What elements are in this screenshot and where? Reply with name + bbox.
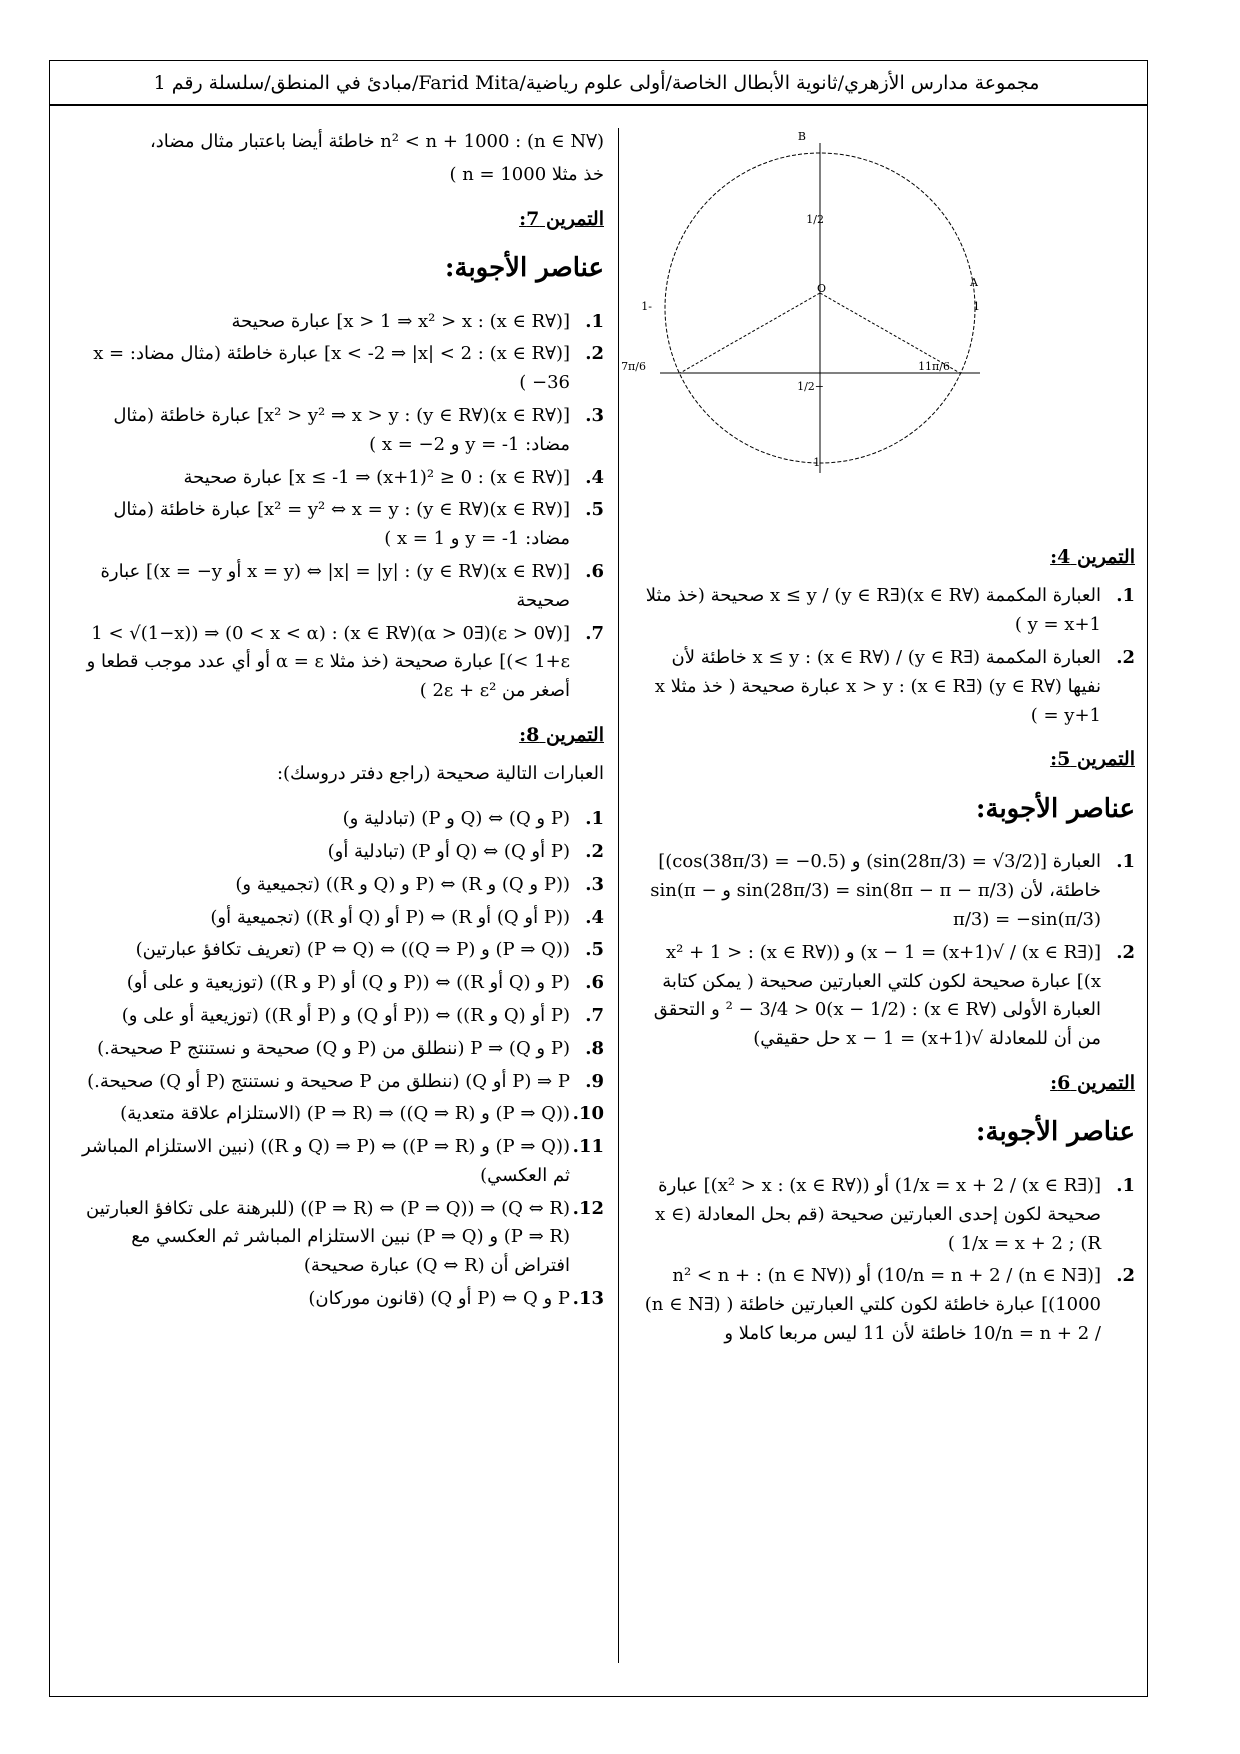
ex7-item-text: [(∀x ∈ R)(∀y ∈ R) : x² = y² ⇔ x = y] عبارة خاطئة (مثال مضاد: y = -1 و x = 1 ) <box>113 499 570 550</box>
ex8-item-text: P ⇒ (P أو Q) (ننطلق من P صحيحة و نستنتج (P أو Q) صحيحة.) <box>87 1070 570 1092</box>
ex7-item-num: 6. <box>585 560 604 582</box>
ex8-item <box>78 1133 604 1191</box>
ex8-item-num: 10. <box>572 1103 604 1125</box>
ex4-item-text: العبارة المكممة (∃y ∈ R) / (∀x ∈ R) : x ≤ y خاطئة لأن نفيها (∀y ∈ R) (∃x ∈ R) : x > y عبارة صحيحة ( خذ مثلا x = y+1 ) <box>654 646 1101 726</box>
intro-line: خذ مثلا n = 1000 ) <box>449 163 604 185</box>
ex8-item-text: ((P ⇒ Q) و (Q ⇒ P)) ⇔ (P ⇔ Q) (تعريف تكافؤ عبارتين) <box>135 939 570 961</box>
ex6-item-text: [(∃n ∈ N) / 10/n = n + 2) أو ((∀n ∈ N) : n² < n + 1000)] عبارة خاطئة لكون كلتي العبارتين خاطئة ( (∃n ∈ N) / 10/n = n + 2 خاطئة لأن 11 ليس مربعا كاملا و <box>644 1265 1101 1344</box>
ex8-item <box>78 1285 604 1314</box>
ex8-item <box>78 969 604 998</box>
ex7-item <box>78 402 604 460</box>
ex7-item <box>78 558 604 616</box>
ex8-item-text: (P و (Q أو R)) ⇔ ((P و Q) أو (P و R)) (توزيعية و على أو) <box>126 972 570 994</box>
label-angle-left: 7π/6 <box>621 360 646 373</box>
ex6-item-num: 1. <box>1116 1174 1135 1196</box>
ex8-item <box>78 1002 604 1031</box>
ex4-item-text: العبارة المكممة (∀x ∈ R)(∃y ∈ R) / x ≤ y صحيحة (خذ مثلا y = x+1 ) <box>645 585 1101 636</box>
trig-circle-figure <box>621 128 1060 528</box>
ex8-item-num: 5. <box>585 939 604 961</box>
ex8-item-num: 3. <box>585 873 604 895</box>
label-half-top: 1/2 <box>806 213 824 226</box>
ex7-title: التمرين 7: <box>519 207 604 230</box>
ex7-item <box>78 620 604 706</box>
ex5-item-text: العبارة [(sin(28π/3) = √3/2) و (cos(38π/3) = −0.5)] خاطئة، لأن sin(28π/3) = sin(8π − π − π/3) و sin(π − π/3) = −sin(π/3) <box>650 851 1101 930</box>
ex7-item-num: 5. <box>585 499 604 521</box>
ex8-item-num: 11. <box>572 1136 604 1158</box>
ex6-answers-title: عناصر الأجوبة: <box>975 1117 1135 1148</box>
left-column <box>78 128 604 1318</box>
page-header: مجموعة مدارس الأزهري/ثانوية الأبطال الخاصة/أولى علوم رياضية/Farid Mita/مبادئ في المنطق/سلسلة رقم 1 <box>153 72 1040 94</box>
ex5-answers-title: عناصر الأجوبة: <box>975 793 1135 824</box>
ex6-item <box>640 1262 1135 1348</box>
ex6-item <box>640 1172 1135 1258</box>
ex8-title: التمرين 8: <box>519 723 604 746</box>
radius-left <box>680 293 820 373</box>
ex6-title: التمرين 6: <box>1050 1071 1135 1094</box>
ex8-item <box>78 936 604 965</box>
ex4-item <box>640 644 1135 730</box>
ex7-item-text: [(∀x ∈ R) : x > 1 ⇒ x² > x] عبارة صحيحة <box>231 310 570 332</box>
ex8-item-num: 2. <box>585 840 604 862</box>
ex8-item-num: 12. <box>572 1197 604 1219</box>
ex8-item-num: 6. <box>585 972 604 994</box>
label-minus1-bottom: -1 <box>813 456 824 469</box>
ex8-item <box>78 1195 604 1281</box>
intro-line: (∀n ∈ N) : n² < n + 1000 خاطئة أيضا باعتبار مثال مضاد، <box>149 131 604 152</box>
ex8-item <box>78 871 604 900</box>
ex7-item-num: 4. <box>585 466 604 488</box>
ex7-item-num: 1. <box>585 310 604 332</box>
ex5-title: التمرين 5: <box>1050 748 1135 771</box>
ex8-item-text: (P و Q) ⇔ (Q و P) (تبادلية و) <box>342 808 570 830</box>
ex8-item-num: 1. <box>585 808 604 830</box>
ex7-item <box>78 496 604 554</box>
ex8-item-text: (P و Q) ⇒ P (ننطلق من (P و Q) صحيحة و نستنتج P صحيحة.) <box>97 1037 570 1059</box>
ex8-item <box>78 904 604 933</box>
ex8-intro: العبارات التالية صحيحة (راجع دفتر دروسك): <box>276 763 604 785</box>
ex8-item-text: (Q ⇔ R) ⇒ ((P ⇒ Q) ⇔ (P ⇒ R)) (للبرهنة على تكافؤ العبارتين (P ⇒ R) و (P ⇒ Q) نبين الاستلزام المباشر ثم العكسي مع افتراض أن (Q ⇔ R) عبارة صحيحة) <box>86 1197 570 1277</box>
ex8-item-num: 8. <box>585 1037 604 1059</box>
ex8-item-num: 4. <box>585 906 604 928</box>
ex5-item-num: 1. <box>1116 851 1135 873</box>
label-one-right: 1 <box>973 300 980 313</box>
ex7-item <box>78 464 604 493</box>
column-divider <box>618 128 619 1663</box>
ex7-item-text: [(∀ε > 0)(∃α > 0)(∀x ∈ R) : (0 < x < α) ⇒ (1 < √(1−x) < 1+ε)] عبارة صحيحة (خذ مثلا α = ε أو أي عدد موجب قطعا و أصغر من 2ε + ε² ) <box>86 622 570 702</box>
label-minus1-left: -1 <box>641 300 652 313</box>
label-a: A <box>970 276 978 289</box>
ex8-item <box>78 1035 604 1064</box>
ex7-item-num: 7. <box>585 622 604 644</box>
ex5-item-num: 2. <box>1116 941 1135 963</box>
ex8-item <box>78 805 604 834</box>
ex8-item <box>78 838 604 867</box>
ex5-item <box>640 939 1135 1054</box>
ex8-item-text: (P أو (Q و R)) ⇔ ((P أو Q) و (P أو R)) (توزيعية أو على و) <box>121 1004 570 1026</box>
label-minus-half: −1/2 <box>797 380 824 393</box>
label-o: O <box>816 282 826 295</box>
ex5-item-text: [(∃x ∈ R) / √(x+1) = x − 1) و ((∀x ∈ R) : x² + 1 > x)] عبارة صحيحة لكون كلتي العبارتين صحيحة ( يمكن كتابة العبارة الأولى (∀x ∈ R) : (x − 1/2)² − 3/4 > 0 و التحقق من أن للمعادلة √(x+1) = x − 1 حل حقيقي) <box>653 941 1101 1050</box>
label-angle-right: 11π/6 <box>918 360 950 373</box>
ex7-item-num: 2. <box>585 343 604 365</box>
ex4-item-num: 2. <box>1116 646 1135 668</box>
ex7-item-text: [(∀x ∈ R) : x ≤ -1 ⇒ (x+1)² ≥ 0] عبارة صحيحة <box>183 466 570 488</box>
ex6-item-num: 2. <box>1116 1265 1135 1287</box>
ex7-item-num: 3. <box>585 404 604 426</box>
ex7-item <box>78 308 604 337</box>
ex8-item-text: ((P أو Q) أو R) ⇔ (P أو (Q أو R)) (تجميعية أو) <box>210 906 570 928</box>
ex8-item-text: (P أو Q) ⇔ (Q أو P) (تبادلية أو) <box>327 840 570 862</box>
ex8-item-num: 9. <box>585 1070 604 1092</box>
ex8-item-text: ((P ⇒ Q) و (P ⇒ R)) ⇔ (P ⇒ (Q و R)) (نبين الاستلزام المباشر ثم العكسي) <box>81 1136 570 1186</box>
right-column <box>621 128 1135 1353</box>
ex8-item <box>78 1100 604 1129</box>
ex7-answers-title: عناصر الأجوبة: <box>444 252 604 283</box>
ex8-item-text: P و Q ⇔ (P أو Q) (قانون موركان) <box>308 1288 570 1310</box>
ex4-item-num: 1. <box>1116 585 1135 607</box>
ex8-item-num: 7. <box>585 1004 604 1026</box>
ex7-item <box>78 340 604 398</box>
ex7-item-text: [(∀x ∈ R) : x < -2 ⇒ |x| < 2] عبارة خاطئة (مثال مضاد: x = −36 ) <box>93 343 570 394</box>
ex7-item-text: [(∀x ∈ R)(∀y ∈ R) : x² > y² ⇒ x > y] عبارة خاطئة (مثال مضاد: y = -1 و x = −2 ) <box>113 404 570 455</box>
ex5-item <box>640 848 1135 934</box>
ex8-item-text: ((P و Q) و R) ⇔ (P و (Q و R)) (تجميعية و) <box>235 873 570 895</box>
ex7-item-text: [(∀x ∈ R)(∀y ∈ R) : |x| = |y| ⇔ (x = y أو x = −y)] عبارة صحيحة <box>100 560 570 611</box>
ex8-item-num: 13. <box>572 1288 604 1310</box>
ex8-item-text: ((P ⇒ Q) و (Q ⇒ R)) ⇒ (P ⇒ R) (الاستلزام علاقة متعدية) <box>120 1103 570 1125</box>
ex4-title: التمرين 4: <box>1050 546 1135 568</box>
header-rule <box>49 104 1148 106</box>
trig-circle-svg <box>621 128 1060 488</box>
ex8-item <box>78 1068 604 1097</box>
label-b: B <box>797 130 806 143</box>
ex6-item-text: [(∃x ∈ R) / 1/x = x + 2) أو ((∀x ∈ R) : x² > x)] عبارة صحيحة لكون إحدى العبارتين صحيحة (قم بحل المعادلة (x ∈ R) ; 1/x = x + 2 ) <box>655 1174 1101 1254</box>
ex4-item <box>640 582 1135 640</box>
